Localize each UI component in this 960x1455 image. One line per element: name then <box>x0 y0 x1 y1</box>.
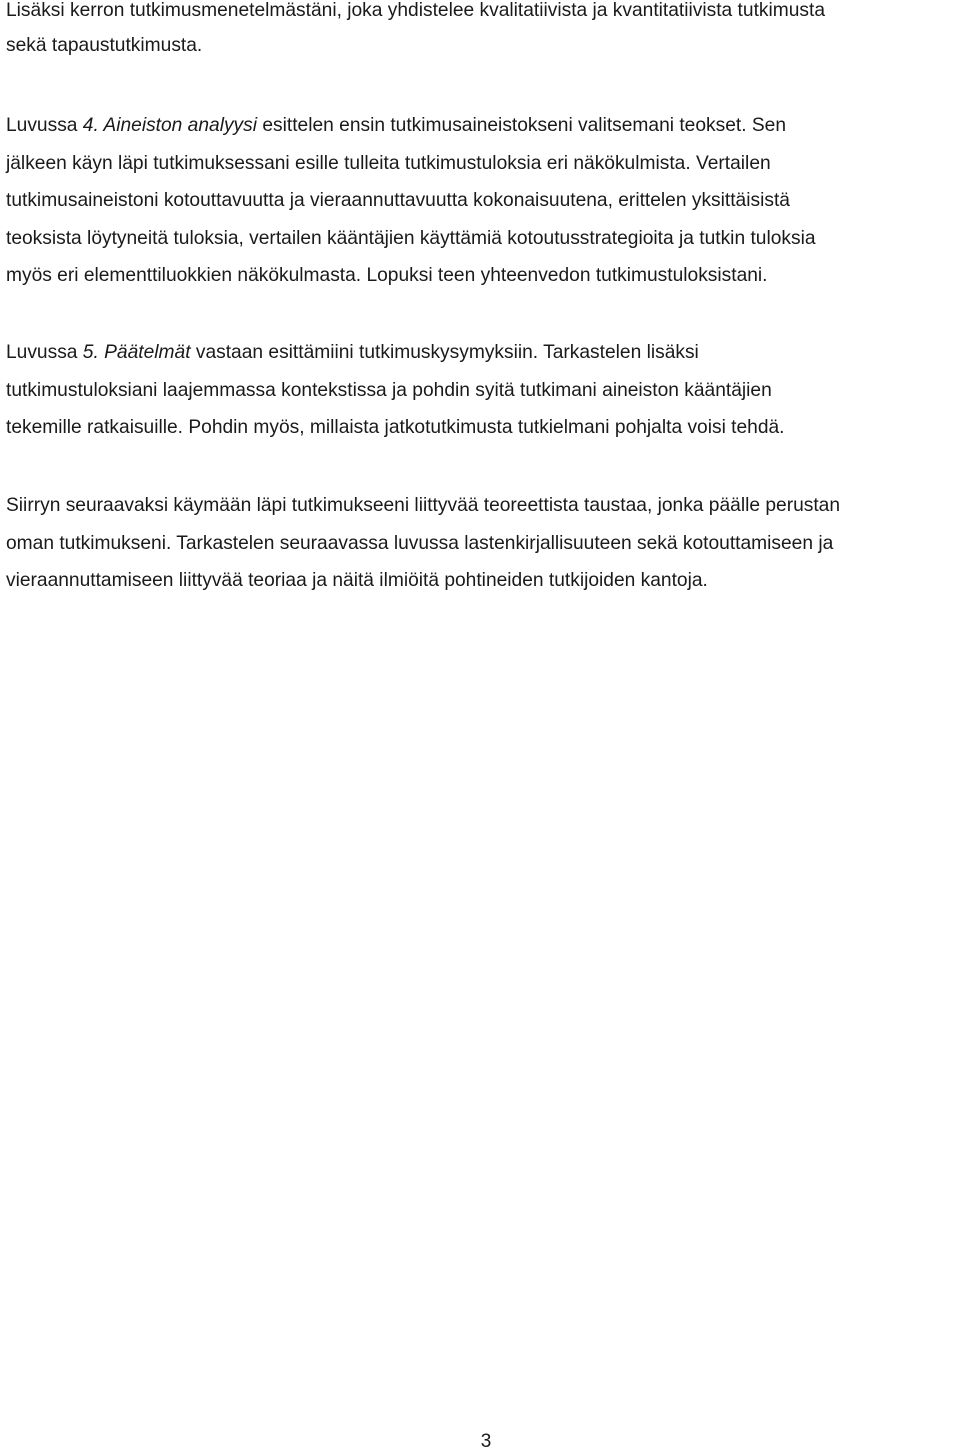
text-run: oman tutkimukseni. Tarkastelen seuraavassa luvussa lastenkirjallisuuteen sekä kotouttamiseen ja <box>6 532 834 554</box>
text-line <box>6 220 960 258</box>
text-run: Siirryn seuraavaksi käymään läpi tutkimukseeni liittyvää teoreettista taustaa, jonka päälle perustan <box>6 495 841 516</box>
text-line <box>6 487 960 525</box>
paragraph-chapter-5 <box>6 334 960 447</box>
text-run: Luvussa <box>6 115 83 136</box>
text-run: tutkimustuloksiani laajemmassa kontekstissa ja pohdin syitä tutkimani aineiston kääntäjien <box>6 379 772 401</box>
text-run: vieraannuttamiseen liittyvää teoriaa ja näitä ilmiöitä pohtineiden tutkijoiden kantoja. <box>6 570 708 591</box>
text-run: tutkimusaineistoni kotouttavuutta ja vieraannuttavuutta kokonaisuutena, erittelen yksittäisistä <box>6 190 790 211</box>
text-line <box>6 29 960 64</box>
chapter-5-title: 5. Päätelmät <box>82 342 191 363</box>
text-run: Luvussa <box>6 342 83 363</box>
paragraph-transition <box>6 487 960 600</box>
text-line <box>6 525 960 563</box>
text-run: sekä tapaustutkimusta. <box>6 34 203 56</box>
text-run: jälkeen käyn läpi tutkimuksessani esille tulleita tutkimustuloksia eri näkökulmista. Vertailen <box>6 152 771 174</box>
text-run: teoksista löytyneitä tuloksia, vertailen kääntäjien käyttämiä kotoutusstrategioita ja tutkin tuloksia <box>6 227 816 249</box>
text-run: tekemille ratkaisuille. Pohdin myös, millaista jatkotutkimusta tutkielmani pohjalta voisi tehdä. <box>6 417 785 438</box>
text-line <box>6 334 960 372</box>
page-number: 3 <box>480 1431 492 1452</box>
chapter-4-title: 4. Aineiston analyysi <box>82 115 258 136</box>
text-line <box>6 409 960 447</box>
text-line <box>6 0 960 29</box>
text-run: Lisäksi kerron tutkimusmenetelmästäni, joka yhdistelee kvalitatiivista ja kvantitatiivista tutkimusta <box>6 0 826 21</box>
paragraph-chapter-4 <box>6 107 960 295</box>
text-line <box>6 145 960 183</box>
text-run: esittelen ensin tutkimusaineistokseni valitsemani teokset. Sen <box>257 115 787 136</box>
text-line <box>6 257 960 295</box>
text-run: vastaan esittämiini tutkimuskysymyksiin. Tarkastelen lisäksi <box>190 342 699 363</box>
text-run: myös eri elementtiluokkien näkökulmasta. Lopuksi teen yhteenvedon tutkimustuloksistani. <box>6 265 768 286</box>
paragraph-methods <box>6 0 960 63</box>
text-line <box>6 372 960 410</box>
text-line <box>6 182 960 220</box>
text-line <box>6 107 960 145</box>
text-line <box>6 562 960 600</box>
